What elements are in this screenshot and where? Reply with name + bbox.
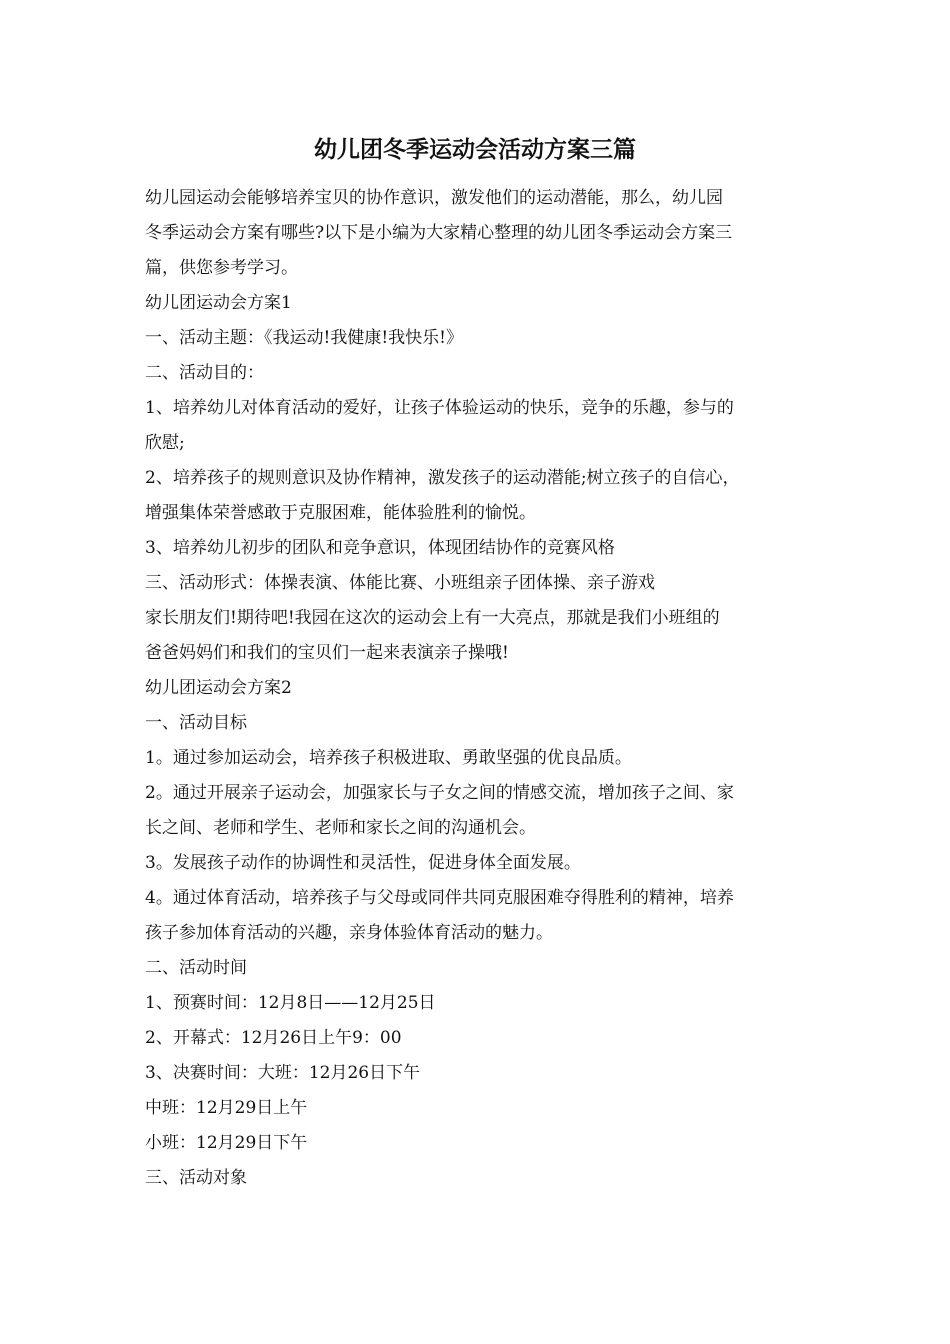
text-line: 2、培养孩子的规则意识及协作精神，激发孩子的运动潜能;树立孩子的自信心，: [145, 468, 740, 488]
text-line: 3。发展孩子动作的协调性和灵活性，促进身体全面发展。: [145, 853, 581, 873]
text-line: 篇，供您参考学习。: [145, 258, 298, 278]
text-line: 幼儿团运动会方案2: [145, 678, 292, 698]
text-line: 欣慰;: [145, 433, 185, 453]
text-line: 二、活动目的：: [145, 363, 264, 383]
text-line: 2。通过开展亲子运动会，加强家长与子女之间的情感交流，增加孩子之间、家: [145, 783, 734, 803]
document-body: [145, 181, 817, 1196]
text-line: 1、培养幼儿对体育活动的爱好，让孩子体验运动的快乐，竞争的乐趣，参与的: [145, 398, 734, 418]
text-line: 一、活动主题：《我运动!我健康!我快乐!》: [145, 328, 463, 348]
paragraph: [145, 601, 817, 671]
paragraph: [145, 356, 817, 391]
paragraph: [145, 461, 817, 531]
text-line: 一、活动目标: [145, 713, 247, 733]
text-line: 孩子参加体育活动的兴趣，亲身体验体育活动的魅力。: [145, 923, 553, 943]
text-line: 2、开幕式：12月26日上午9：00: [145, 1028, 402, 1048]
text-line: 3、培养幼儿初步的团队和竞争意识，体现团结协作的竞赛风格: [145, 538, 615, 558]
paragraph: [145, 321, 817, 356]
text-line: 中班：12月29日上午: [145, 1098, 308, 1118]
paragraph: [145, 671, 817, 706]
text-line: 三、活动形式：体操表演、体能比赛、小班组亲子团体操、亲子游戏: [145, 573, 655, 593]
text-line: 3、决赛时间：大班：12月26日下午: [145, 1063, 421, 1083]
paragraph: [145, 566, 817, 601]
text-line: 二、活动时间: [145, 958, 247, 978]
paragraph: [145, 881, 817, 951]
paragraph: [145, 986, 817, 1021]
paragraph: [145, 1056, 817, 1091]
paragraph: [145, 531, 817, 566]
text-line: 幼儿园运动会能够培养宝贝的协作意识，激发他们的运动潜能，那么，幼儿园: [145, 188, 723, 208]
paragraph: [145, 951, 817, 986]
text-line: 1、预赛时间：12月8日——12月25日: [145, 993, 436, 1013]
paragraph: [145, 181, 817, 286]
paragraph: [145, 846, 817, 881]
paragraph: [145, 741, 817, 776]
paragraph: [145, 1091, 817, 1126]
text-line: 长之间、老师和学生、老师和家长之间的沟通机会。: [145, 818, 536, 838]
document-title: 幼儿团冬季运动会活动方案三篇: [314, 136, 636, 163]
text-line: 冬季运动会方案有哪些?以下是小编为大家精心整理的幼儿团冬季运动会方案三: [145, 223, 733, 243]
paragraph: [145, 1161, 817, 1196]
text-line: 爸爸妈妈们和我们的宝贝们一起来表演亲子操哦!: [145, 643, 509, 663]
paragraph: [145, 1126, 817, 1161]
text-line: 4。通过体育活动，培养孩子与父母或同伴共同克服困难夺得胜利的精神，培养: [145, 888, 734, 908]
text-line: 小班：12月29日下午: [145, 1133, 308, 1153]
paragraph: [145, 286, 817, 321]
text-line: 幼儿团运动会方案1: [145, 293, 292, 313]
text-line: 增强集体荣誉感敢于克服困难，能体验胜利的愉悦。: [145, 503, 536, 523]
text-line: 1。通过参加运动会，培养孩子积极进取、勇敢坚强的优良品质。: [145, 748, 632, 768]
text-line: 家长朋友们!期待吧!我园在这次的运动会上有一大亮点，那就是我们小班组的: [145, 608, 720, 628]
paragraph: [145, 1021, 817, 1056]
text-line: 三、活动对象: [145, 1168, 247, 1188]
paragraph: [145, 776, 817, 846]
paragraph: [145, 391, 817, 461]
paragraph: [145, 706, 817, 741]
